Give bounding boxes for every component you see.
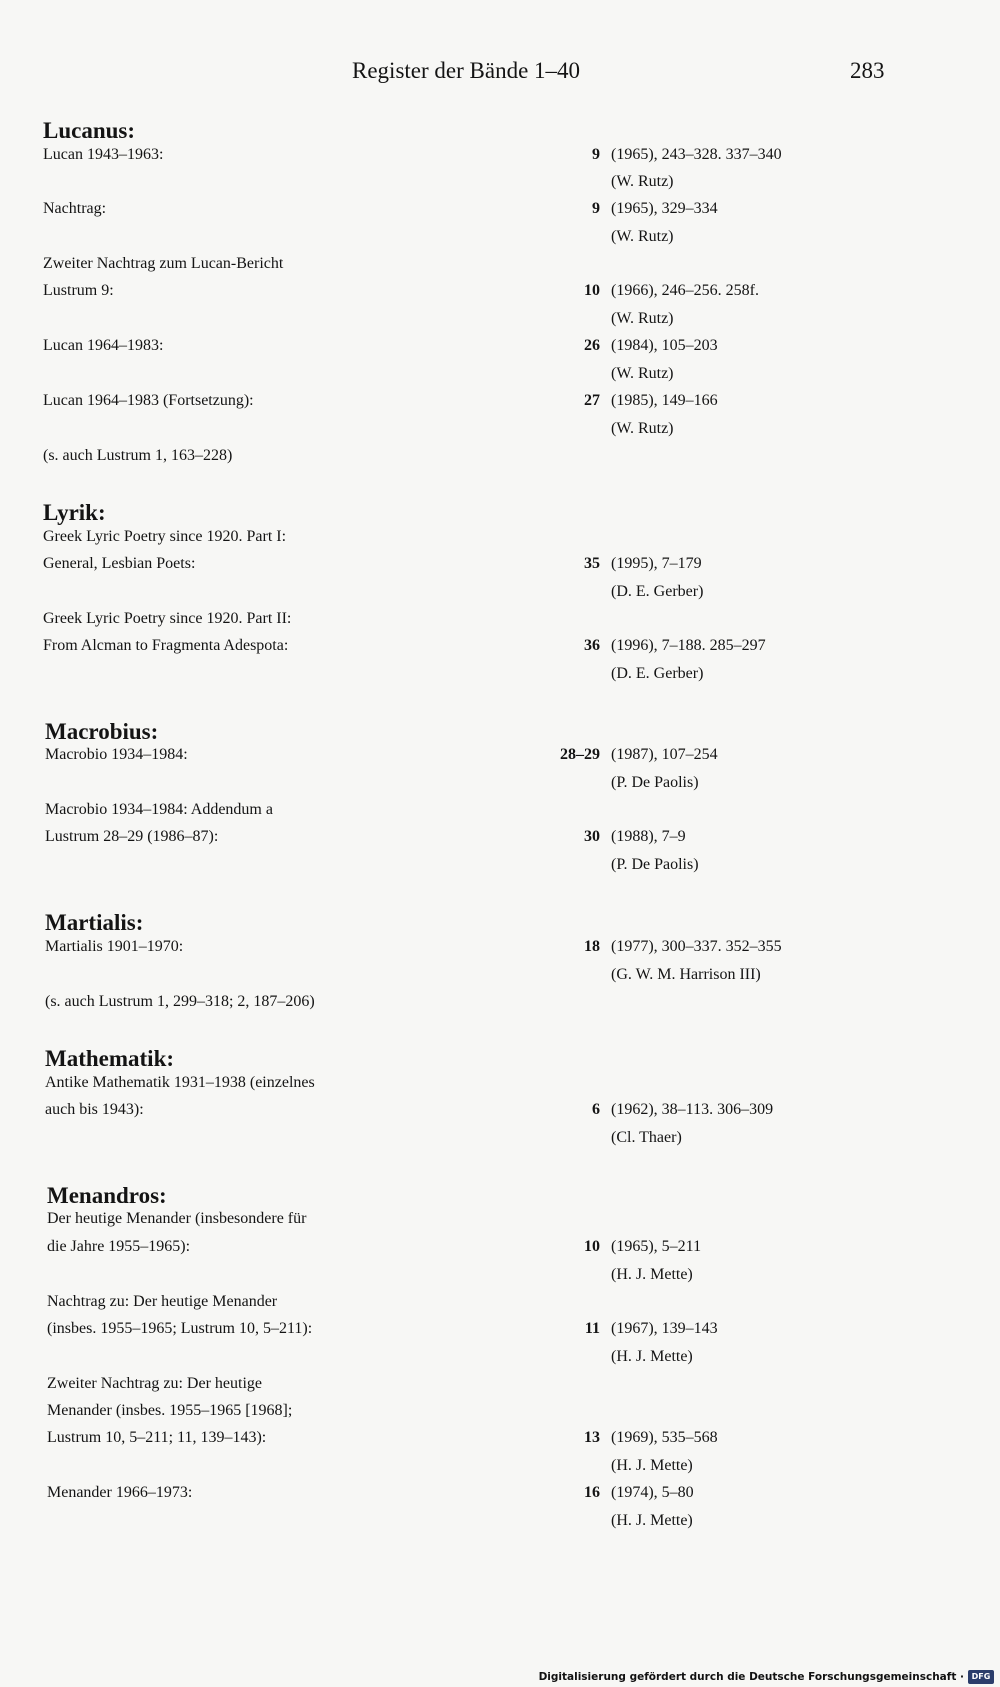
entry-title: Nachtrag: bbox=[43, 200, 107, 217]
entry-title: General, Lesbian Poets: bbox=[43, 555, 196, 572]
entry-reference: (1995), 7–179 bbox=[611, 555, 702, 572]
entry-title: Macrobio 1934–1984: Addendum a bbox=[45, 801, 273, 818]
entry-author: (P. De Paolis) bbox=[611, 774, 699, 791]
entry-author: (W. Rutz) bbox=[611, 228, 674, 245]
entry-title: Greek Lyric Poetry since 1920. Part II: bbox=[43, 610, 292, 627]
entry-volume: 13 bbox=[584, 1429, 600, 1446]
entry-author: (G. W. M. Harrison III) bbox=[611, 966, 761, 983]
entry-author: (W. Rutz) bbox=[611, 420, 674, 437]
entry-title: Lustrum 9: bbox=[43, 282, 114, 299]
entry-title: Nachtrag zu: Der heutige Menander bbox=[47, 1293, 278, 1310]
entry-volume: 28–29 bbox=[560, 746, 600, 763]
entry-author: (W. Rutz) bbox=[611, 310, 674, 327]
section-note: (s. auch Lustrum 1, 299–318; 2, 187–206) bbox=[45, 993, 315, 1010]
entry-reference: (1987), 107–254 bbox=[611, 746, 718, 763]
digitization-footer bbox=[538, 1668, 1000, 1687]
entry-title: Menander (insbes. 1955–1965 [1968]; bbox=[47, 1402, 293, 1419]
entry-title: Lustrum 10, 5–211; 11, 139–143): bbox=[47, 1429, 267, 1446]
entry-volume: 6 bbox=[592, 1101, 600, 1118]
entry-title: Lucan 1964–1983 (Fortsetzung): bbox=[43, 392, 254, 409]
entry-volume: 35 bbox=[584, 555, 600, 572]
section-heading-lucanus: Lucanus: bbox=[43, 118, 136, 143]
entry-author: (H. J. Mette) bbox=[611, 1457, 693, 1474]
entry-reference: (1985), 149–166 bbox=[611, 392, 718, 409]
entry-reference: (1965), 329–334 bbox=[611, 200, 718, 217]
running-head bbox=[0, 58, 1000, 88]
entry-title: Martialis 1901–1970: bbox=[45, 938, 184, 955]
entry-reference: (1965), 243–328. 337–340 bbox=[611, 146, 782, 163]
section-heading-mathematik: Mathematik: bbox=[45, 1046, 175, 1071]
entry-volume: 18 bbox=[584, 938, 600, 955]
entry-author: (H. J. Mette) bbox=[611, 1266, 693, 1283]
entry-reference: (1977), 300–337. 352–355 bbox=[611, 938, 782, 955]
entry-volume: 10 bbox=[584, 282, 600, 299]
entry-title: (insbes. 1955–1965; Lustrum 10, 5–211): bbox=[47, 1320, 313, 1337]
entry-author: (W. Rutz) bbox=[611, 365, 674, 382]
entry-title: From Alcman to Fragmenta Adespota: bbox=[43, 637, 289, 654]
entry-volume: 11 bbox=[584, 1320, 600, 1337]
entry-title: auch bis 1943): bbox=[45, 1101, 144, 1118]
section-heading-menandros: Menandros: bbox=[47, 1183, 167, 1208]
entry-author: (D. E. Gerber) bbox=[611, 583, 704, 600]
entry-title: Greek Lyric Poetry since 1920. Part I: bbox=[43, 528, 287, 545]
section-note: (s. auch Lustrum 1, 163–228) bbox=[43, 447, 233, 464]
entry-author: (D. E. Gerber) bbox=[611, 665, 704, 682]
entry-reference: (1962), 38–113. 306–309 bbox=[611, 1101, 774, 1118]
entry-volume: 10 bbox=[584, 1238, 600, 1255]
entry-reference: (1967), 139–143 bbox=[611, 1320, 718, 1337]
entry-title: Macrobio 1934–1984: bbox=[45, 746, 188, 763]
entry-volume: 36 bbox=[584, 637, 600, 654]
entry-volume: 27 bbox=[584, 392, 600, 409]
section-heading-lyrik: Lyrik: bbox=[43, 500, 106, 525]
dfg-logo-icon: DFG bbox=[968, 1670, 994, 1684]
section-heading-martialis: Martialis: bbox=[45, 910, 144, 935]
entry-volume: 26 bbox=[584, 337, 600, 354]
entry-title: Lucan 1943–1963: bbox=[43, 146, 164, 163]
entry-title: Lustrum 28–29 (1986–87): bbox=[45, 828, 219, 845]
entry-author: (H. J. Mette) bbox=[611, 1512, 693, 1529]
entry-title: die Jahre 1955–1965): bbox=[47, 1238, 191, 1255]
entry-author: (P. De Paolis) bbox=[611, 856, 699, 873]
entry-volume: 9 bbox=[592, 200, 600, 217]
entry-author: (Cl. Thaer) bbox=[611, 1129, 682, 1146]
entry-reference: (1965), 5–211 bbox=[611, 1238, 702, 1255]
entry-reference: (1996), 7–188. 285–297 bbox=[611, 637, 766, 654]
entry-title: Menander 1966–1973: bbox=[47, 1484, 193, 1501]
entry-volume: 16 bbox=[584, 1484, 600, 1501]
section-heading-macrobius: Macrobius: bbox=[45, 719, 159, 744]
entry-reference: (1984), 105–203 bbox=[611, 337, 718, 354]
entry-volume: 30 bbox=[584, 828, 600, 845]
entry-reference: (1969), 535–568 bbox=[611, 1429, 718, 1446]
running-title: Register der Bände 1–40 bbox=[352, 58, 581, 83]
entry-reference: (1966), 246–256. 258f. bbox=[611, 282, 759, 299]
entry-reference: (1974), 5–80 bbox=[611, 1484, 694, 1501]
entry-title: Zweiter Nachtrag zu: Der heutige bbox=[47, 1375, 263, 1392]
entry-author: (H. J. Mette) bbox=[611, 1348, 693, 1365]
entry-volume: 9 bbox=[592, 146, 600, 163]
entry-reference: (1988), 7–9 bbox=[611, 828, 686, 845]
page-number: 283 bbox=[850, 58, 885, 83]
entry-title: Lucan 1964–1983: bbox=[43, 337, 164, 354]
entry-title: Antike Mathematik 1931–1938 (einzelnes bbox=[45, 1074, 315, 1091]
entry-author: (W. Rutz) bbox=[611, 173, 674, 190]
footer-text: Digitalisierung gefördert durch die Deutsche Forschungsgemeinschaft · bbox=[538, 1671, 964, 1683]
entry-title: Zweiter Nachtrag zum Lucan-Bericht bbox=[43, 255, 284, 272]
entry-title: Der heutige Menander (insbesondere für bbox=[47, 1210, 307, 1227]
